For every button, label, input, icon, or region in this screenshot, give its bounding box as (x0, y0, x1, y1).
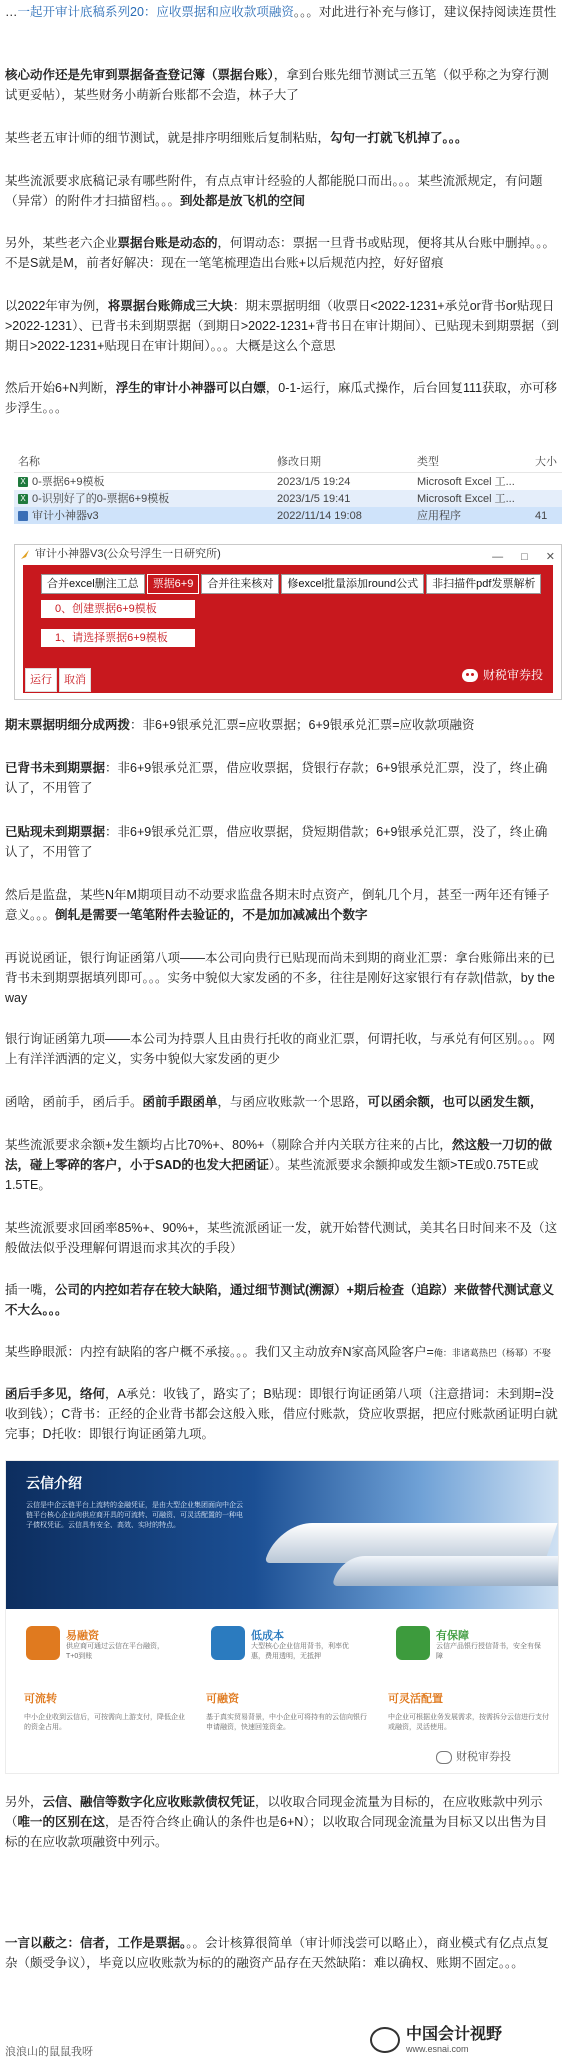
coin-icon (211, 1626, 245, 1660)
feature-low-cost (211, 1626, 361, 1672)
file-list-screenshot (14, 452, 562, 540)
logo-title: 中国会计视野 (406, 2026, 503, 2043)
body-text: 插一嘴， (5, 1283, 56, 1297)
tab-round-formula[interactable]: 修excel批量添加round公式 (281, 574, 424, 594)
window-controls (492, 547, 555, 567)
option-select-template[interactable]: 1、请选择票据6+9模板 (41, 629, 195, 647)
feature-desc: 供应商可通过云信在平台融资，T+0到账 (66, 1643, 164, 1660)
body-text: 银行询证函第九项——本公司为持票人且由贵行托收的商业汇票，何谓托收，与承兑有何区别。。。网上有洋洋洒洒的定义，实务中貌似大家发函的更少 (5, 1032, 556, 1066)
paragraph-monitoring (5, 885, 559, 925)
body-text: 另外， (5, 1795, 43, 1809)
body-text: 某些睁眼派：内控有缺陷的客户概不承接。。。我们又主动放弃N家高风险客户= (5, 1345, 434, 1359)
body-text: ，A承兑：收钱了，路实了；B贴现：即银行询证函第八项（注意措词：未到期=没收到钱）；C背书：正经的企业背书都会这般入账，借应付账款，贷应收票据，把应付账款函证明白就完事；D托收：即银行询证函第九项。 (5, 1387, 558, 1441)
card-financeable (206, 1689, 371, 1767)
paragraph-response-rate (5, 1218, 559, 1258)
file-row[interactable] (14, 490, 562, 507)
bold-text: 期末票据明细分成两拨 (5, 718, 131, 732)
exe-icon (18, 511, 28, 521)
feature-desc: 云信产品银行授信背书，安全有保障 (436, 1643, 541, 1660)
file-date: 2023/1/5 19:41 (277, 492, 351, 505)
author-signature: 浪浪山的鼠鼠我呀 (5, 2046, 93, 2058)
train-image (332, 1556, 558, 1586)
feature-title: 易融资 (66, 1630, 99, 1642)
banner-title: 云信介绍 (26, 1475, 82, 1491)
paragraph-core-action (5, 65, 559, 105)
bold-text: 到处都是放飞机的空间 (180, 194, 306, 208)
paragraph-detail-test (5, 128, 559, 148)
body-text: ，0-1-运行，麻瓜式操作，后台回复111获取，亦可移步浮生。。。 (5, 381, 558, 415)
paragraph-digital-credit (5, 1792, 559, 1852)
file-size: 41 (535, 509, 548, 522)
paragraph-attachments (5, 171, 559, 211)
wechat-icon (436, 1751, 452, 1764)
column-date-header[interactable]: 修改日期 (277, 456, 321, 468)
card-title: 可流转 (24, 1693, 57, 1705)
bold-text: 浮生的审计小神器可以白嫖 (115, 381, 266, 395)
bold-text: 已背书未到期票据 (5, 761, 106, 775)
tool-title: 审计小神器V3(公众号浮生一日研究所) (35, 548, 221, 560)
body-text: ，以收取合同现金流量为目标的，在应收账款中列示（ (5, 1795, 543, 1829)
paragraph-discounted (5, 822, 559, 862)
paragraph-summary (5, 1933, 559, 1973)
banner-watermark (436, 1747, 511, 1767)
body-text: 再说说函证，银行询证函第八项——本公司向贵行已贴现而尚未到期的商业汇票：拿台账筛出来的已背书未到期票据填列即可。。。实务中貌似大家发函的不多，往往是刚好这家银行有存款|借款，by the way (5, 951, 556, 1005)
bold-text: 核心动作还是先审到票据备查登记簿（票据台账） (5, 68, 274, 82)
brand-text: 财税审券投 (482, 668, 543, 682)
bold-text: 已贴现未到期票据 (5, 825, 106, 839)
tab-merge-excel[interactable]: 合并excel删注工总 (41, 574, 145, 594)
column-name-header[interactable]: 名称 (18, 456, 40, 468)
body-text: ：期末票据明细（收票日<2022-1231+承兑or背书or贴现日>2022-1231）、已背书未到期票据（到期日>2022-1231+背书日在审计期间）、已贴现未到期票据（到期日>2022-1231+贴现日在审计期间）。。。大概是这么个意思 (5, 299, 559, 353)
feature-title: 有保障 (436, 1630, 469, 1642)
body-text: 。。会计核算很简单（审计师浅尝可以略止），商业模式有亿点点复杂（颇受争议），毕竟以应收账款为标的的融资产品存在天然缺陷：难以确权、账期不固定。。。 (5, 1936, 549, 1970)
bold-text: 倒轧是需要一笔笔附件去验证的，不是加加减减出个数字 (55, 908, 368, 922)
logo-url: www.esnai.com (406, 2044, 469, 2054)
paragraph-confirmation-8 (5, 948, 559, 1008)
tab-bill-6-9[interactable]: 票据6+9 (147, 574, 200, 594)
bold-text: 函前手跟函单 (142, 1095, 218, 1109)
tab-pdf-invoice[interactable]: 非扫描件pdf发票解析 (426, 574, 541, 594)
tool-tabs (41, 574, 541, 594)
paragraph-dynamic-ledger (5, 233, 559, 273)
cancel-button[interactable]: 取消 (59, 668, 91, 692)
file-type: Microsoft Excel 工... (417, 475, 515, 488)
feature-desc: 大型核心企业信用背书，利率优惠，费用透明，无抵押 (251, 1643, 349, 1660)
file-date: 2022/11/14 19:08 (277, 509, 362, 522)
shield-icon (396, 1626, 430, 1660)
card-title: 可灵活配置 (388, 1693, 443, 1705)
esnai-logo (370, 2026, 502, 2054)
file-row[interactable] (14, 473, 562, 490)
bold-text: 可以函余额，也可以函发生额， (367, 1095, 543, 1109)
card-transferable (24, 1689, 189, 1767)
excel-icon: X (18, 494, 28, 504)
feather-icon (19, 548, 31, 560)
close-button[interactable]: ✕ (545, 551, 555, 563)
file-date: 2023/1/5 19:24 (277, 475, 351, 488)
ellipsis-text: … (5, 5, 18, 19)
bold-text: 然这般一刀切的做法，碰上零碎的客户，小于SAD的也发大把函证 (5, 1138, 552, 1172)
file-list-header (14, 452, 562, 473)
paragraph-endorsed (5, 758, 559, 798)
paragraph-confirm-who (5, 1092, 559, 1112)
tab-reconcile[interactable]: 合并往来核对 (201, 574, 279, 594)
logo-icon (370, 2027, 400, 2053)
bold-text: 票据台账是动态的 (117, 236, 218, 250)
article-link[interactable]: 一起开审计底稿系列20：应收票据和应收款项融资 (17, 5, 294, 19)
feature-easy-finance (26, 1626, 176, 1672)
run-button[interactable]: 运行 (25, 668, 57, 692)
bold-text: 唯一的区别在这 (17, 1815, 106, 1829)
bold-text: 云信、融信等数字化应收账款债权凭证 (42, 1795, 256, 1809)
paragraph-period-end-detail (5, 715, 559, 735)
feature-guaranteed (396, 1626, 546, 1672)
body-text: 函啥，函前手，函后手。 (5, 1095, 143, 1109)
brand-watermark (462, 665, 543, 685)
paragraph-downstream (5, 1384, 559, 1444)
tool-titlebar (15, 545, 561, 563)
body-text: ，是否符合终止确认的条件也是6+N）；以收取合同现金流量为目标又以出售为目标的在应收款项融资中列示。 (5, 1815, 548, 1849)
tool-body (23, 565, 553, 693)
bold-text: 将票据台账筛成三大块 (107, 299, 233, 313)
option-create-template[interactable]: 0、创建票据6+9模板 (41, 600, 195, 618)
paragraph-6n-judgement (5, 378, 559, 418)
maximize-button[interactable]: □ (521, 551, 528, 563)
body-text: 以2022年审为例， (5, 299, 108, 313)
body-text: ，与函应收账款一个思路， (217, 1095, 368, 1109)
card-title: 可融资 (206, 1693, 239, 1705)
body-text: ）。某些流派要求余额抑或发生额>TE或0.75TE或1.5TE。 (5, 1158, 539, 1192)
body-text: ：非6+9银承兑汇票，借应收票据，贷短期借款；6+9银承兑汇票，没了，终止确认了，不用管了 (5, 825, 548, 859)
bold-text: 公司的内控如若存在较大缺陷，通过细节测试(溯源）+期后检查（追踪）来做替代测试意义不大么。。。 (5, 1283, 554, 1317)
banner-text: 云信是中企云链平台上流转的金融凭证，是由大型企业集团面向中企云链平台核心企业向供应商开具的可流转、可融资、可灵活配置的一种电子债权凭证。云信具有安全、高效、实时的特点。 (26, 1502, 243, 1529)
intro-paragraph (5, 2, 559, 22)
bold-text: 一言以蔽之：信者，工作是票据。 (5, 1936, 187, 1950)
body-text: 某些流派要求余额+发生额均占比70%+、80%+（剔除合并内关联方往来的占比， (5, 1138, 452, 1152)
body-text: ：非6+9银承兑汇票=应收票据；6+9银承兑汇票=应收款项融资 (130, 718, 475, 732)
body-text: 某些老五审计师的细节测试，就是排序明细账后复制粘贴， (5, 131, 331, 145)
body-text: 某些流派要求底稿记录有哪些附件，有点点审计经验的人都能脱口而出。。。某些流派规定，有问题（异常）的附件才扫描留档。。。 (5, 174, 543, 208)
body-text: ：非6+9银承兑汇票，借应收票据，贷银行存款；6+9银承兑汇票，没了，终止确认了，不用管了 (5, 761, 548, 795)
paragraph-2022-example (5, 296, 559, 356)
bold-text: 勾句一打就飞机掉了。。。 (330, 131, 468, 145)
card-desc: 中企业可根据业务发展需求，按需拆分云信进行支付或融资，灵活使用。 (388, 1714, 549, 1731)
card-desc: 中小企业收到云信后，可按需向上游支付，降低企业的资金占用。 (24, 1714, 185, 1731)
minimize-button[interactable]: — (492, 551, 504, 563)
yen-icon (26, 1626, 60, 1660)
body-text: 然后开始6+N判断， (5, 381, 116, 395)
file-name: 审计小神器v3 (32, 509, 99, 522)
banner-hero (6, 1461, 558, 1609)
feature-title: 低成本 (251, 1630, 284, 1642)
intro-text: 。。。对此进行补充与修订，建议保持阅读连贯性 (293, 5, 557, 19)
audit-tool-window (14, 544, 562, 700)
bold-text: 函后手多见，络何 (5, 1387, 106, 1401)
excel-icon: X (18, 477, 28, 487)
file-name: 0-识别好了的0-票据6+9模板 (32, 492, 170, 505)
paragraph-internal-control (5, 1280, 559, 1320)
body-text: 某些流派要求回函率85%+、90%+，某些流派函证一发，就开始替代测试，美其名日时间来不及（这般做法似乎没理解何谓退而求其次的手段） (5, 1221, 558, 1255)
column-size-header[interactable]: 大小 (535, 456, 557, 468)
paragraph-reject-clients (5, 1342, 559, 1363)
paragraph-coverage (5, 1135, 559, 1195)
body-text: 然后是监盘，某些N年M期项目动不动要求监盘各期末时点资产，倒轧几个月，甚至一两年还有锤子意义。。。 (5, 888, 550, 922)
wechat-icon (462, 669, 478, 682)
paragraph-confirmation-9 (5, 1029, 559, 1069)
card-desc: 基于真实贸易背景，中小企业可将持有的云信向银行申请融资，快速回笼资金。 (206, 1714, 367, 1731)
file-type: Microsoft Excel 工... (417, 492, 515, 505)
body-text: ，何谓动态：票据一旦背书或贴现，便将其从台账中删掉。。。不是S就是M，前者好解决：现在一笔笔梳理造出台账+以后规范内控，好好留痕 (5, 236, 556, 270)
file-name: 0-票据6+9模板 (32, 475, 105, 488)
yunxin-banner-image (5, 1460, 559, 1774)
column-type-header[interactable]: 类型 (417, 456, 439, 468)
body-text: ，拿到台账先细节测试三五笔（似乎称之为穿行测试更妥帖），某些财务小萌新台账都不会造，林子大了 (5, 68, 549, 102)
body-text: 另外，某些老六企业 (5, 236, 118, 250)
aside-text: 俺：非诸葛热巴（杨幂）不娶 (433, 1348, 551, 1358)
file-type: 应用程序 (417, 509, 461, 522)
file-row[interactable] (14, 507, 562, 524)
watermark-text: 财税审券投 (456, 1751, 511, 1763)
